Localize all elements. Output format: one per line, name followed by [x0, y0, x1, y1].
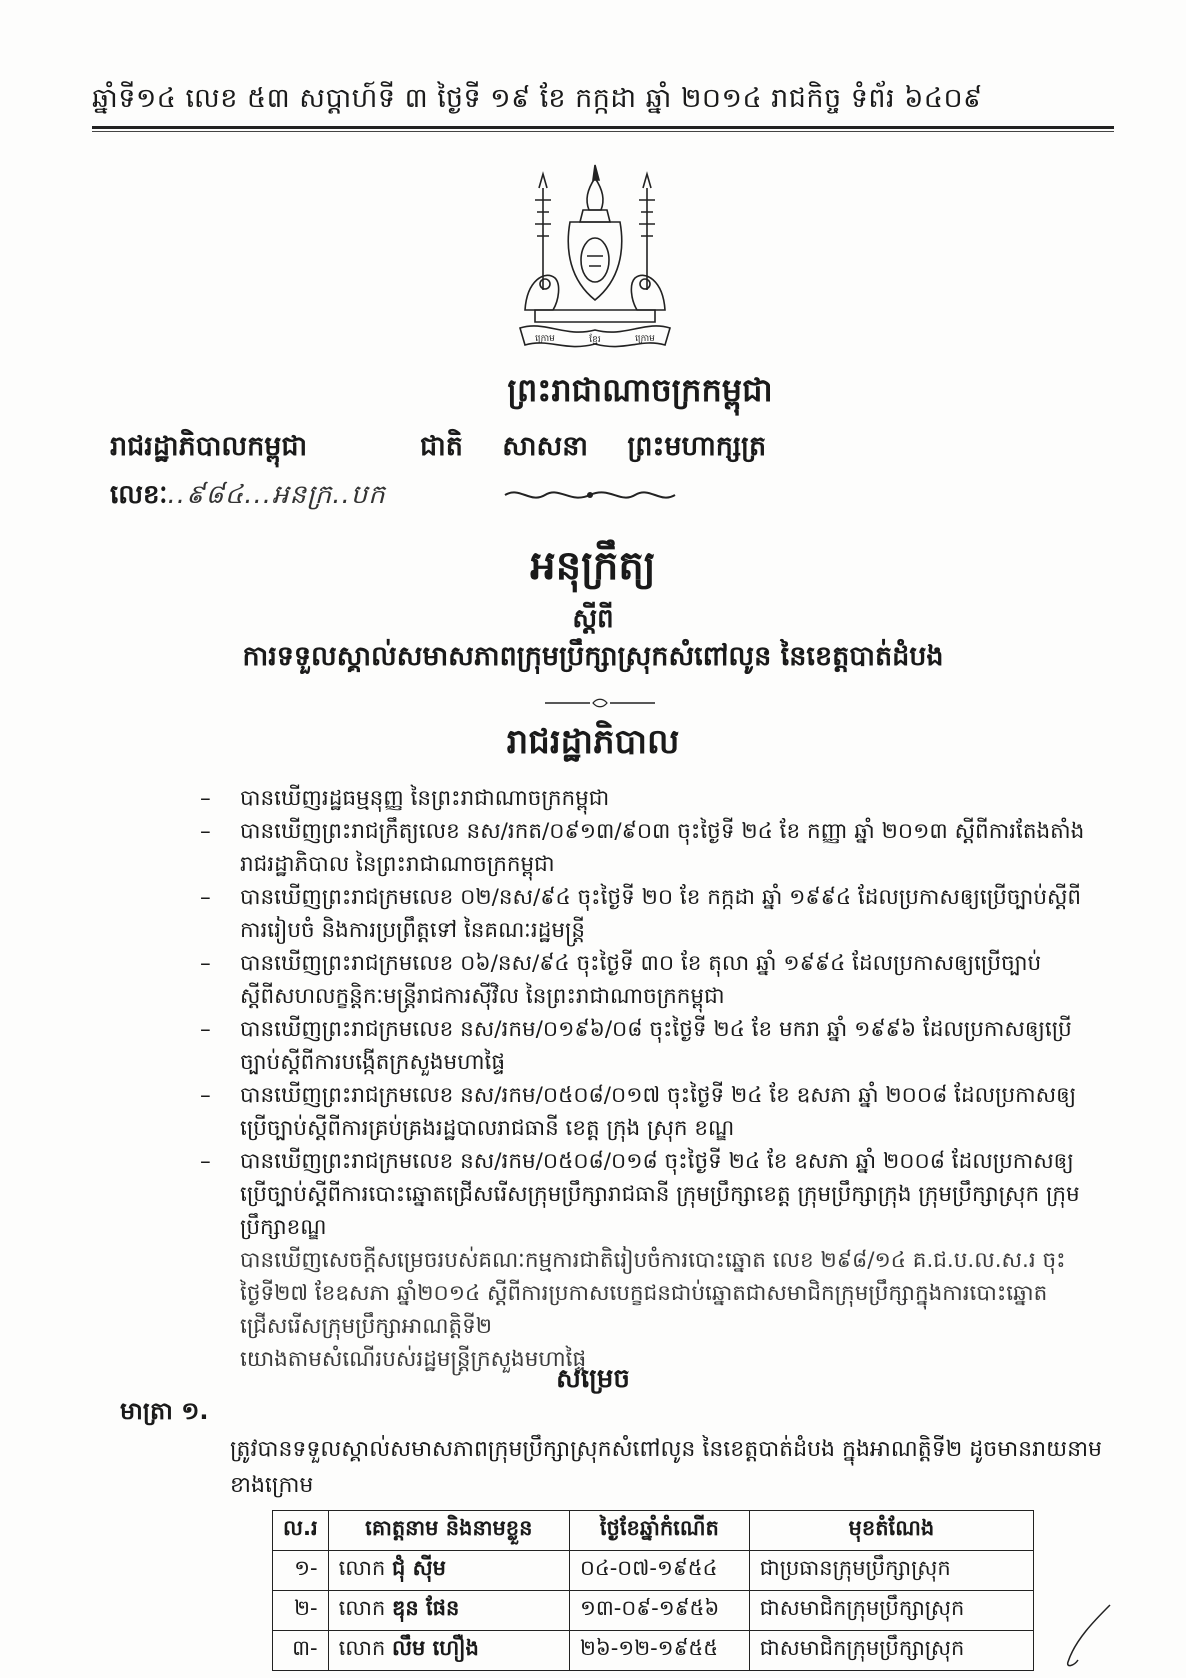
recital-item: – បានឃើញព្រះរាជក្រមលេខ នស/រកម/០៥០៨/០១៨ ចុះថ្ងៃទី ២៤ ខែ ឧសភា ឆ្នាំ ២០០៨ ដែលប្រកាសឲ្យប្រើច្បាប់ស្តីពីការបោះឆ្នោតជ្រើសរើសក្រុមប្រឹក្សារាជធានី ក្រុមប្រឹក្សាខេត្ត ក្រុមប្រឹក្សាក្រុង ក្រុមប្រឹក្សាស្រុក ក្រុមប្រឹក្សាខណ្ឌ	[200, 1149, 1080, 1240]
cell-dob: ០៤-០៧-១៩៥៤	[569, 1551, 749, 1591]
document-number-value: ..៩៨៤...អនក្រ..បក	[167, 480, 386, 510]
article-text: ត្រូវបានទទួលស្គាល់សមាសភាពក្រុមប្រឹក្សាស្រុកសំពៅលូន នៃខេត្តបាត់ដំបង ក្នុងអាណត្តិទី២ ដូចមានរាយនាមខាងក្រោម	[230, 1437, 1102, 1498]
ribbon-right: ក្រោម	[635, 334, 655, 344]
cell-position: ជាសមាជិកក្រុមប្រឹក្សាស្រុក	[749, 1591, 1033, 1631]
cell-position: ជាសមាជិកក្រុមប្រឹក្សាស្រុក	[749, 1631, 1033, 1671]
cell-name: លោក ជុំ ស៊ីម	[328, 1551, 569, 1591]
government-name: រាជរដ្ឋាភិបាលកម្ពុជា	[110, 431, 308, 462]
recital-item: – បានឃើញព្រះរាជក្រមលេខ ០២/នស/៩៤ ចុះថ្ងៃទី ២០ ខែ កក្កដា ឆ្នាំ ១៩៩៤ ដែលប្រកាសឲ្យប្រើច្បាប់ស្តីពីការរៀបចំ និងការប្រព្រឹត្តទៅ នៃគណៈរដ្ឋមន្ត្រី	[200, 885, 1082, 943]
cell-dob: ១៣-០៩-១៩៥៦	[569, 1591, 749, 1631]
header-rule	[92, 126, 1114, 129]
cell-no: ៣-	[273, 1631, 329, 1671]
decision-heading: សម្រេច	[556, 1364, 630, 1394]
recital-item: – បានឃើញរដ្ឋធម្មនុញ្ញ នៃព្រះរាជាណាចក្រកម្ពុជា	[200, 786, 610, 811]
table-row	[273, 1631, 1034, 1671]
document-title: អនុក្រឹត្យ	[530, 543, 656, 589]
document-number-label: លេខៈ	[110, 480, 168, 510]
col-header-position: មុខតំណែង	[749, 1511, 1033, 1551]
national-motto: ជាតិ សាសនា ព្រះមហាក្សត្រ	[420, 431, 767, 462]
recital-item: – បានឃើញព្រះរាជក្រឹត្យលេខ នស/រកត/០៩១៣/៩០៣ ចុះថ្ងៃទី ២៤ ខែ កញ្ញា ឆ្នាំ ២០១៣ ស្តីពីការតែងតាំងរាជរដ្ឋាភិបាល នៃព្រះរាជាណាចក្រកម្ពុជា	[200, 819, 1085, 877]
gazette-header: ឆ្នាំទី១៤ លេខ ៥៣ សប្តាហ៍ទី ៣ ថ្ងៃទី ១៩ ខែ កក្កដា ឆ្នាំ ២០១៤ រាជកិច្ច ទំព័រ ៦៤០៩	[92, 83, 983, 114]
members-table	[272, 1510, 1034, 1671]
pen-stroke-mark	[1060, 1600, 1120, 1670]
cell-position: ជាប្រធានក្រុមប្រឹក្សាស្រុក	[749, 1551, 1033, 1591]
recital-item: បានឃើញសេចក្តីសម្រេចរបស់គណៈកម្មការជាតិរៀបចំការបោះឆ្នោត លេខ ២៩៨/១៤ គ.ជ.ប.ល.ស.រ ចុះថ្ងៃទី២៧ ខែឧសភា ឆ្នាំ២០១៤ ស្តីពីការប្រកាសបេក្ខជនជាប់ឆ្នោតជាសមាជិកក្រុមប្រឹក្សាក្នុងការបោះឆ្នោតជ្រើសរើសក្រុមប្រឹក្សាអាណត្តិទី២	[240, 1248, 1066, 1339]
cell-dob: ២៦-១២-១៩៥៥	[569, 1631, 749, 1671]
col-header-name: គោត្តនាម និងនាមខ្លួន	[328, 1511, 569, 1551]
document-number	[110, 478, 386, 516]
table-row	[273, 1591, 1034, 1631]
document-subject: ការទទួលស្គាល់សមាសភាពក្រុមប្រឹក្សាស្រុកសំពៅលូន នៃខេត្តបាត់ដំបង	[242, 641, 944, 672]
header-rule-thin	[92, 131, 1114, 132]
table-header-row	[273, 1511, 1034, 1551]
royal-coat-of-arms-icon	[515, 160, 675, 360]
col-header-dob: ថ្ងៃខែឆ្នាំកំណើត	[569, 1511, 749, 1551]
cell-name: លោក លឹម ហឿង	[328, 1631, 569, 1671]
cell-name: លោក ឌុន ផែន	[328, 1591, 569, 1631]
recital-item: – បានឃើញព្រះរាជក្រមលេខ នស/រកម/០១៩៦/០៨ ចុះថ្ងៃទី ២៤ ខែ មករា ឆ្នាំ ១៩៩៦ ដែលប្រកាសឲ្យប្រើច្បាប់ស្តីពីការបង្កើតក្រសួងមហាផ្ទៃ	[200, 1017, 1072, 1075]
recital-item: – បានឃើញព្រះរាជក្រមលេខ ០៦/នស/៩៤ ចុះថ្ងៃទី ៣០ ខែ តុលា ឆ្នាំ ១៩៩៤ ដែលប្រកាសឲ្យប្រើច្បាប់ស្តីពីសហលក្ខន្តិកៈមន្ត្រីរាជការស៊ីវិល នៃព្រះរាជាណាចក្រកម្ពុជា	[200, 951, 1042, 1009]
issuer-heading: រាជរដ្ឋាភិបាល	[506, 722, 680, 762]
ribbon-center: ខ្មែរ	[589, 335, 601, 345]
recital-item: យោងតាមសំណើរបស់រដ្ឋមន្ត្រីក្រសួងមហាផ្ទៃ	[240, 1347, 587, 1372]
ornament-divider-icon	[500, 484, 680, 506]
table-row	[273, 1551, 1034, 1591]
ribbon-left: ក្រោម	[535, 334, 555, 344]
kingdom-name: ព្រះរាជាណាចក្រកម្ពុជា	[507, 371, 773, 409]
recitals-list	[200, 782, 1100, 1376]
col-header-no: ល.រ	[273, 1511, 329, 1551]
small-divider-icon	[545, 698, 655, 708]
recital-item: – បានឃើញព្រះរាជក្រមលេខ នស/រកម/០៥០៨/០១៧ ចុះថ្ងៃទី ២៤ ខែ ឧសភា ឆ្នាំ ២០០៨ ដែលប្រកាសឲ្យប្រើច្បាប់ស្តីពីការគ្រប់គ្រងរដ្ឋបាលរាជធានី ខេត្ត ក្រុង ស្រុក ខណ្ឌ	[200, 1083, 1077, 1141]
cell-no: ២-	[273, 1591, 329, 1631]
about-label: ស្តីពី	[572, 604, 614, 634]
cell-no: ១-	[273, 1551, 329, 1591]
article-label: មាត្រា ១.	[120, 1397, 209, 1425]
